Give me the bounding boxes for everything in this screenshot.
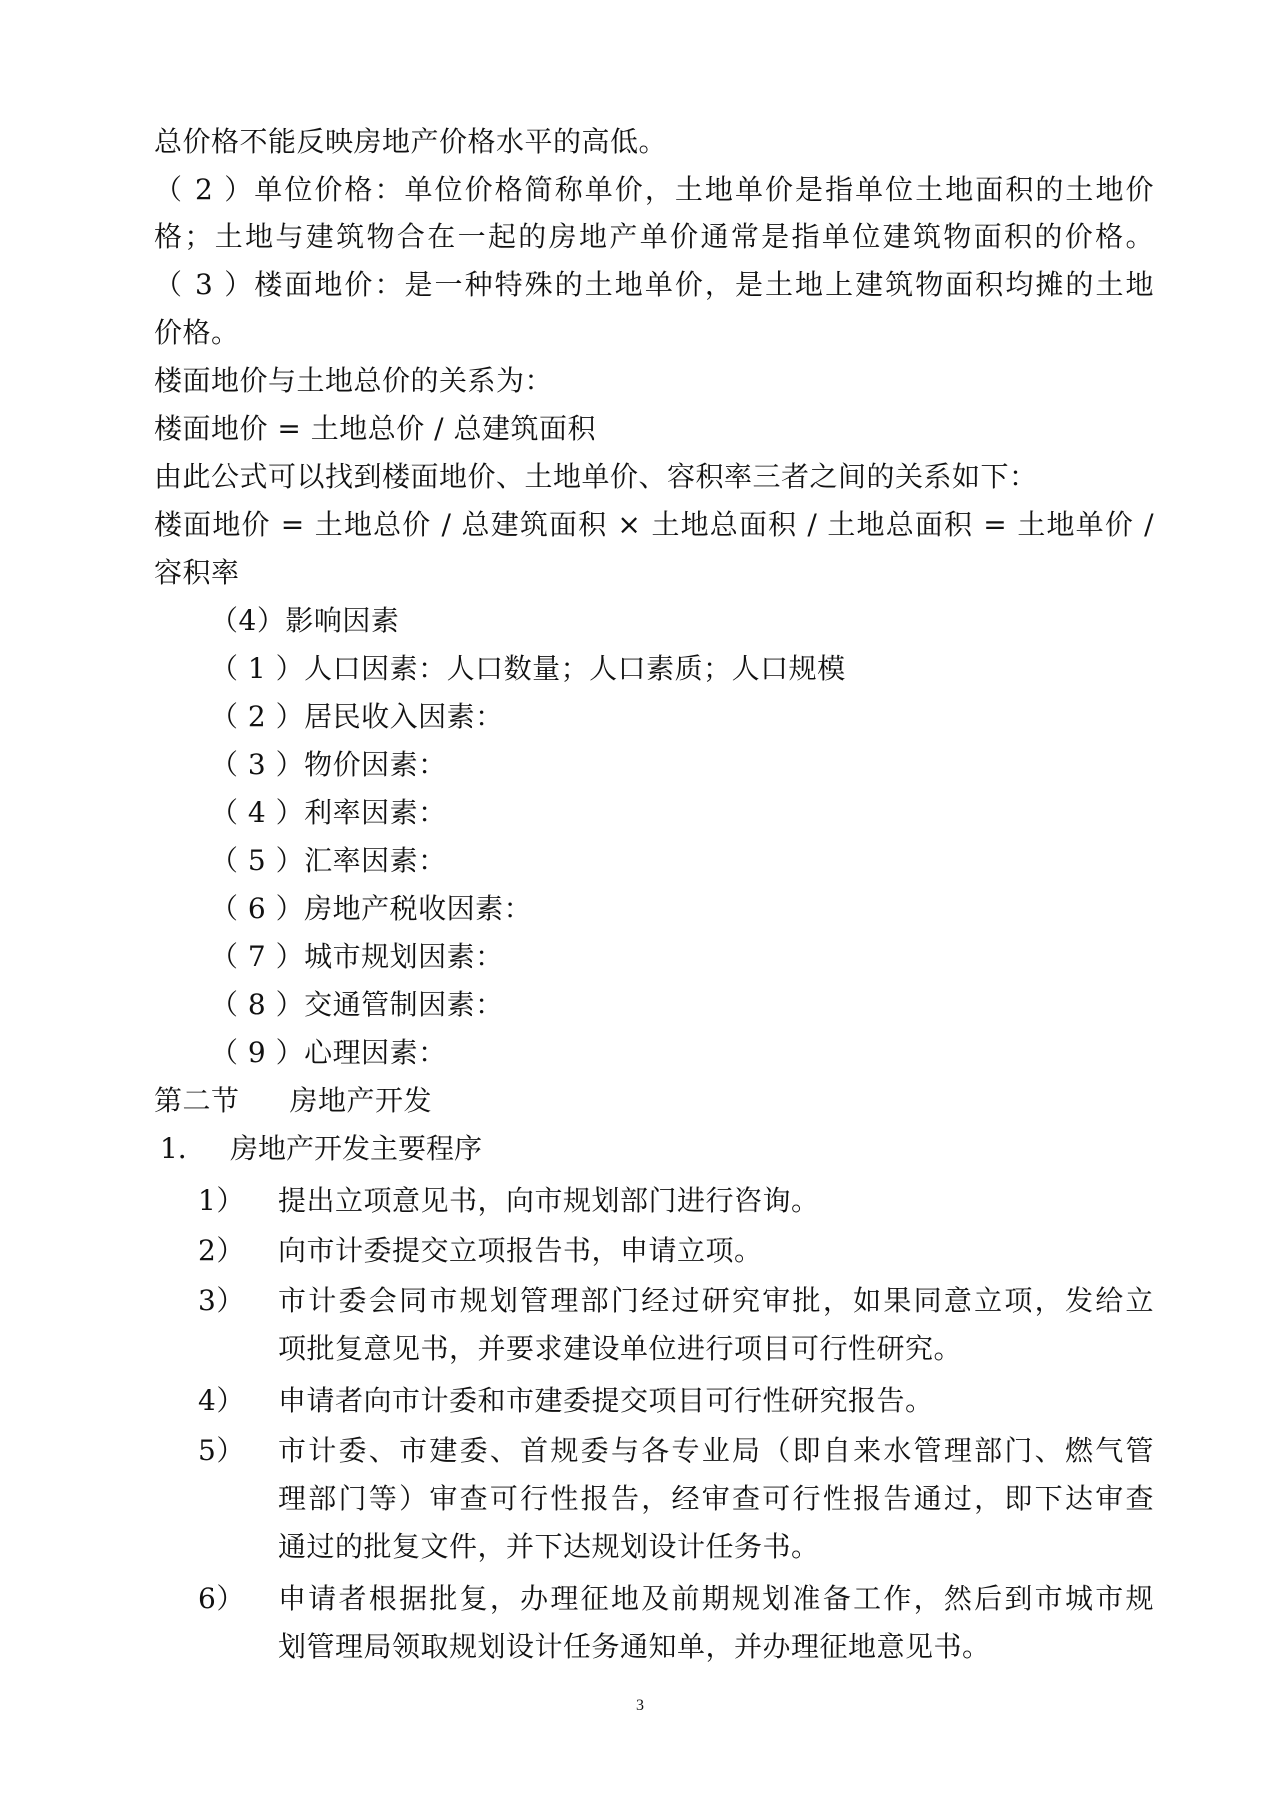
- text-line: 楼面地价与土地总价的关系为：: [154, 364, 554, 397]
- factor-item: （ 5 ）汇率因素：: [210, 844, 447, 877]
- step-number: 5）: [198, 1434, 245, 1467]
- text-line: 格；土地与建筑物合在一起的房地产单价通常是指单位建筑物面积的价格。: [154, 220, 1154, 253]
- text-line: （ 2 ）单位价格：单位价格简称单价，土地单价是指单位土地面积的土地价: [154, 173, 1154, 206]
- step-number: 3）: [198, 1284, 245, 1317]
- step-text: 申请者向市计委和市建委提交项目可行性研究报告。: [278, 1384, 934, 1417]
- page-number: 3: [636, 1697, 644, 1714]
- formula-line: 楼面地价 = 土地总价 / 总建筑面积: [154, 412, 596, 445]
- text-line: 容积率: [154, 556, 240, 589]
- subsection-title: 房地产开发主要程序: [230, 1132, 483, 1165]
- section-title: [154, 1084, 432, 1118]
- factors-heading: （4）影响因素: [210, 604, 400, 637]
- step-text: 提出立项意见书，向市规划部门进行咨询。: [278, 1184, 820, 1217]
- factor-item: （ 2 ）居民收入因素：: [210, 700, 504, 733]
- factor-item: （ 8 ）交通管制因素：: [210, 988, 504, 1021]
- subsection-number: 1．: [160, 1132, 206, 1165]
- step-text: 向市计委提交立项报告书，申请立项。: [278, 1234, 763, 1267]
- text-line: 价格。: [154, 316, 240, 349]
- step-text: 划管理局领取规划设计任务通知单，并办理征地意见书。: [278, 1630, 991, 1663]
- step-text: 市计委会同市规划管理部门经过研究审批，如果同意立项，发给立: [278, 1284, 1154, 1317]
- factor-item: （ 4 ）利率因素：: [210, 796, 447, 829]
- step-text: 理部门等）审查可行性报告，经审查可行性报告通过，即下达审查: [278, 1482, 1154, 1515]
- step-number: 6）: [198, 1582, 245, 1615]
- step-number: 1）: [198, 1184, 245, 1217]
- factor-item: （ 9 ）心理因素：: [210, 1036, 447, 1069]
- text-line: 总价格不能反映房地产价格水平的高低。: [154, 125, 668, 158]
- factor-item: （ 3 ）物价因素：: [210, 748, 447, 781]
- step-text: 项批复意见书，并要求建设单位进行项目可行性研究。: [278, 1332, 963, 1365]
- factor-item: （ 7 ）城市规划因素：: [210, 940, 504, 973]
- factor-item: （ 6 ）房地产税收因素：: [210, 892, 533, 925]
- step-number: 4）: [198, 1384, 245, 1417]
- text-line: （ 3 ）楼面地价：是一种特殊的土地单价，是土地上建筑物面积均摊的土地: [154, 268, 1154, 301]
- text-line: 由此公式可以找到楼面地价、土地单价、容积率三者之间的关系如下：: [154, 460, 1038, 493]
- step-text: 申请者根据批复，办理征地及前期规划准备工作，然后到市城市规: [278, 1582, 1154, 1615]
- section-label: 第二节: [154, 1084, 240, 1117]
- formula-line: 楼面地价 = 土地总价 / 总建筑面积 × 土地总面积 / 土地总面积 = 土地单价 /: [154, 508, 1154, 541]
- step-number: 2）: [198, 1234, 245, 1267]
- step-text: 市计委、市建委、首规委与各专业局（即自来水管理部门、燃气管: [278, 1434, 1154, 1467]
- factor-item: （ 1 ）人口因素：人口数量；人口素质；人口规模: [210, 652, 846, 685]
- step-text: 通过的批复文件，并下达规划设计任务书。: [278, 1530, 820, 1563]
- section-text: 房地产开发: [289, 1084, 433, 1117]
